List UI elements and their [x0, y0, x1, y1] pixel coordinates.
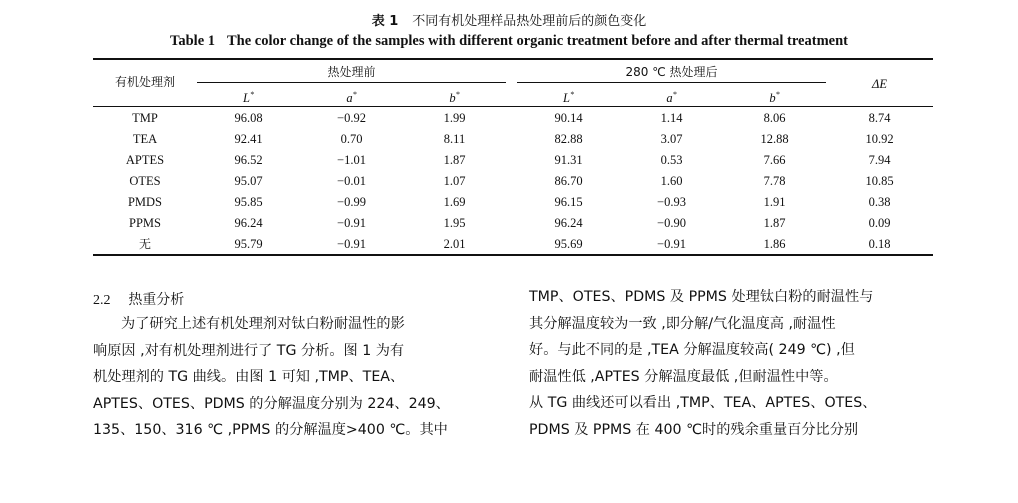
cell-before-L: 95.79 [234, 237, 263, 251]
group-before-rule [197, 82, 506, 83]
body-line: 为了研究上述有机处理剂对钛白粉耐温性的影 [121, 316, 405, 332]
cell-agent: APTES [125, 153, 165, 167]
cell-before-L: 96.52 [234, 153, 263, 167]
header-bottom-rule [93, 106, 933, 107]
cell-before-b: 1.87 [443, 153, 466, 167]
cell-before-a: −0.92 [337, 111, 366, 125]
body-left-column [93, 311, 498, 444]
cell-before-b: 1.07 [443, 174, 466, 188]
cell-before-L: 95.07 [234, 174, 263, 188]
cell-agent: PMDS [127, 195, 163, 209]
cell-before-b: 1.99 [443, 111, 466, 125]
cell-before-a: −0.99 [337, 195, 366, 209]
body-line: 其分解温度较为一致 ,即分解/气化温度高 ,耐温性 [529, 315, 836, 332]
cell-after-b: 1.86 [763, 237, 786, 251]
cell-after-a: 0.53 [660, 153, 683, 167]
body-line: 好。与此不同的是 ,TEA 分解温度较高( 249 ℃) ,但 [529, 342, 855, 358]
cell-after-L: 95.69 [554, 237, 583, 251]
cell-before-L: 96.24 [234, 216, 263, 230]
body-line: PDMS 及 PPMS 在 400 ℃时的残余重量百分比分别 [529, 421, 859, 438]
cell-before-a: −1.01 [337, 153, 366, 167]
header-before-a: a* [346, 90, 357, 106]
body-line: 响原因 ,对有机处理剂进行了 TG 分析。图 1 为有 [93, 342, 405, 359]
section-heading [93, 289, 184, 309]
body-line: APTES、OTES、PDMS 的分解温度分别为 224、249、 [93, 395, 450, 412]
cell-before-b: 2.01 [443, 237, 466, 251]
table-caption-cn [0, 10, 1018, 29]
section-number: 2.2 [93, 293, 111, 308]
cell-before-a: −0.91 [337, 237, 366, 251]
cell-after-a: −0.90 [657, 216, 686, 230]
header-delta-e: ΔE [872, 77, 887, 91]
table-title-cn: 不同有机处理样品热处理前后的颜色变化 [412, 14, 647, 29]
cell-delta-e: 7.94 [868, 153, 891, 167]
table-number-en: Table 1 [170, 33, 216, 49]
table-title-en: The color change of the samples with different organic treatment before and after thermal treatment [227, 33, 848, 49]
cell-agent: PPMS [129, 216, 161, 230]
cell-before-a: −0.01 [337, 174, 366, 188]
cell-after-L: 96.24 [554, 216, 583, 230]
cell-after-b: 7.78 [763, 174, 786, 188]
header-after-b: b* [769, 90, 780, 106]
cell-before-a: 0.70 [340, 132, 363, 146]
cell-delta-e: 0.38 [868, 195, 891, 209]
group-after-rule [517, 82, 826, 83]
cell-after-L: 86.70 [554, 174, 583, 188]
cell-after-L: 96.15 [554, 195, 583, 209]
cell-delta-e: 0.09 [868, 216, 891, 230]
table-caption-en [0, 33, 1018, 50]
cell-before-b: 8.11 [443, 132, 466, 146]
cell-after-a: 3.07 [660, 132, 683, 146]
cell-after-b: 1.91 [763, 195, 786, 209]
cell-agent: TEA [132, 132, 158, 146]
cell-before-L: 96.08 [234, 111, 263, 125]
header-after-a: a* [666, 90, 677, 106]
body-line: 135、150、316 ℃ ,PPMS 的分解温度>400 ℃。其中 [93, 422, 448, 438]
cell-after-L: 90.14 [554, 111, 583, 125]
table-top-rule [93, 58, 933, 60]
body-line: TMP、OTES、PDMS 及 PPMS 处理钛白粉的耐温性与 [529, 289, 874, 305]
cell-delta-e: 10.85 [865, 174, 894, 188]
cell-after-b: 8.06 [763, 111, 786, 125]
cell-after-a: −0.91 [657, 237, 686, 251]
cell-delta-e: 10.92 [865, 132, 894, 146]
header-before-b: b* [449, 90, 460, 106]
header-after: 280 ℃ 热处理后 [625, 65, 718, 79]
table-bottom-rule [93, 254, 933, 256]
header-before: 热处理前 [327, 65, 376, 79]
cell-after-a: −0.93 [657, 195, 686, 209]
cell-after-b: 1.87 [763, 216, 786, 230]
cell-after-L: 82.88 [554, 132, 583, 146]
cell-after-a: 1.60 [660, 174, 683, 188]
cell-before-L: 95.85 [234, 195, 263, 209]
cell-after-L: 91.31 [554, 153, 583, 167]
header-agent: 有机处理剂 [114, 75, 175, 89]
cell-before-b: 1.69 [443, 195, 466, 209]
table-number-cn: 表 1 [371, 14, 399, 29]
body-line: 耐温性低 ,APTES 分解温度最低 ,但耐温性中等。 [529, 368, 838, 385]
cell-before-L: 92.41 [234, 132, 263, 146]
body-line: 从 TG 曲线还可以看出 ,TMP、TEA、APTES、OTES、 [529, 395, 877, 411]
cell-before-b: 1.95 [443, 216, 466, 230]
header-after-L: L* [563, 90, 574, 106]
cell-delta-e: 8.74 [868, 111, 891, 125]
cell-agent: TMP [132, 111, 158, 125]
cell-agent: 无 [138, 237, 151, 251]
section-title: 热重分析 [128, 292, 185, 308]
cell-before-a: −0.91 [337, 216, 366, 230]
body-right-column [529, 284, 934, 443]
header-before-L: L* [243, 90, 254, 106]
cell-after-b: 12.88 [760, 132, 789, 146]
body-line: 机处理剂的 TG 曲线。由图 1 可知 ,TMP、TEA、 [93, 369, 405, 385]
cell-after-b: 7.66 [763, 153, 786, 167]
cell-after-a: 1.14 [660, 111, 683, 125]
cell-delta-e: 0.18 [868, 237, 891, 251]
cell-agent: OTES [129, 174, 161, 188]
